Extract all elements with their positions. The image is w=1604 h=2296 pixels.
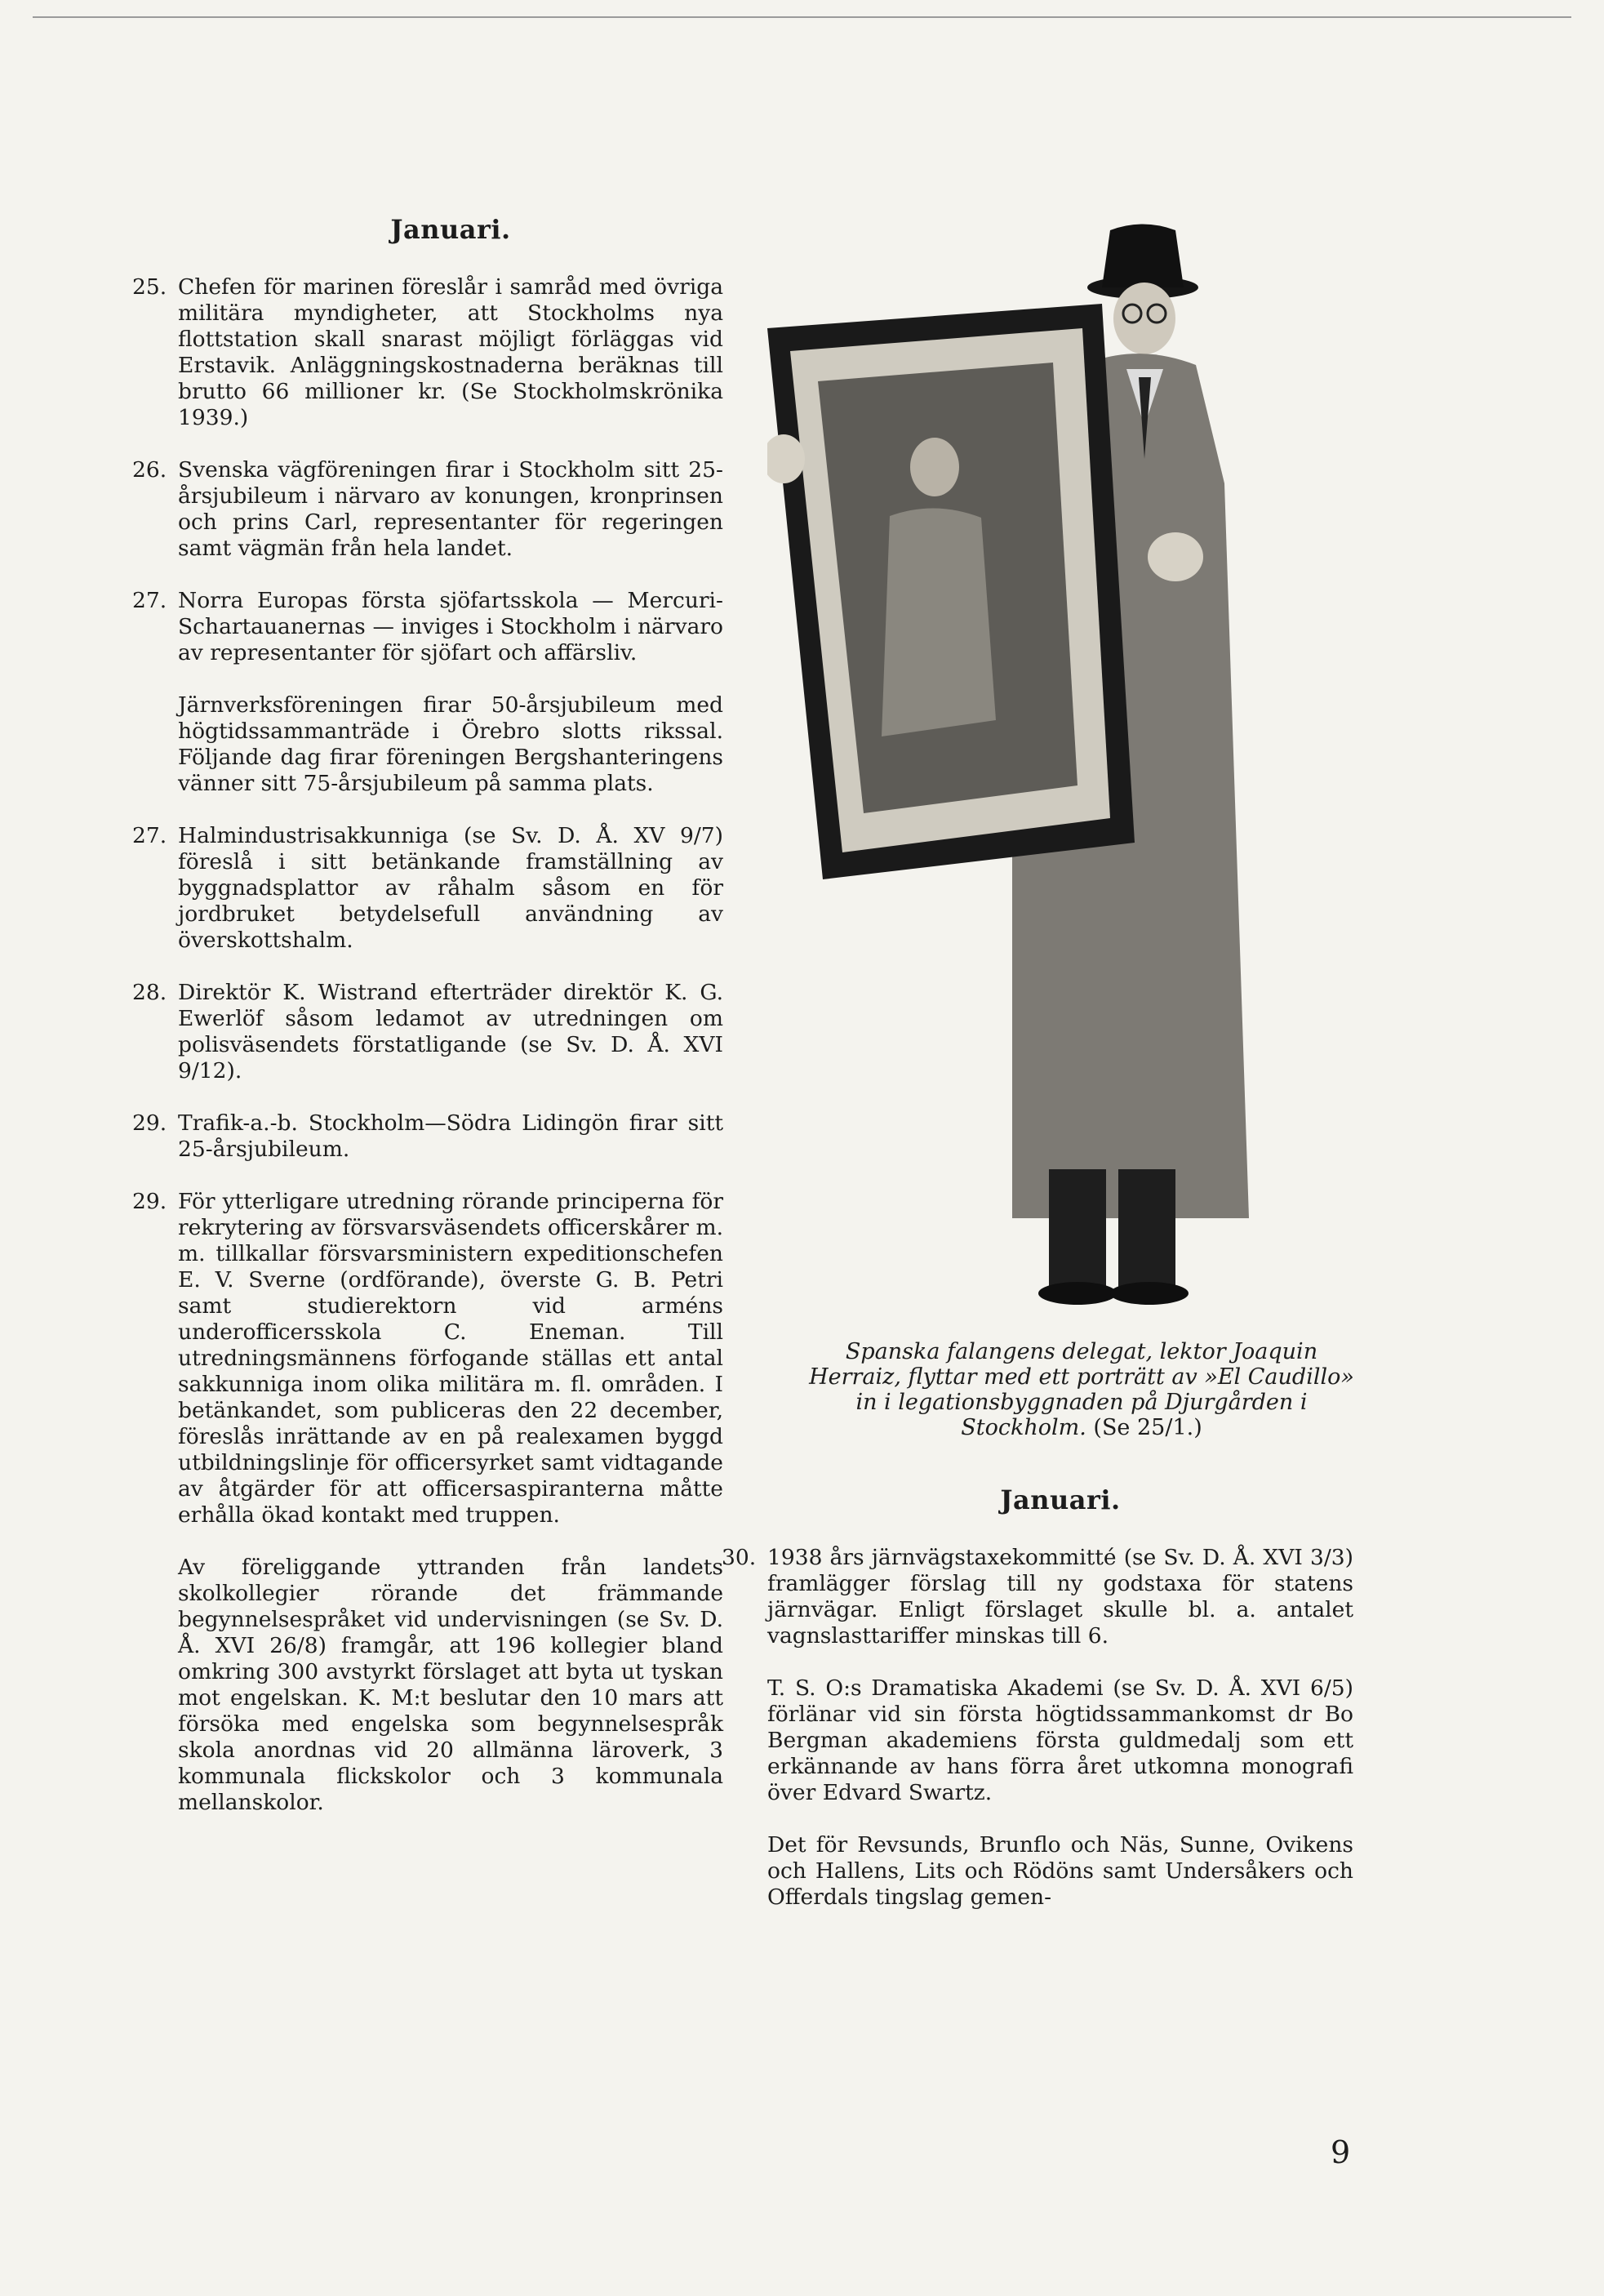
entry-text: Norra Europas första sjöfartsskola — Mercuri-Schartauanernas — inviges i Stockholm i närvaro av representanter för sjöfart och affärsliv. [178, 588, 723, 665]
top-rule [33, 16, 1571, 18]
entry-date: 29. [132, 1189, 167, 1214]
right-heading: Januari. [1000, 1484, 1121, 1515]
entry-date: 30. [722, 1545, 757, 1570]
caption-text: Spanska falangens delegat, lektor Joaquin Herraiz, flyttar med ett porträtt av »El Caudillo» in i legationsbyggnaden på Djurgården i Stockholm. [809, 1339, 1354, 1440]
photograph [767, 214, 1353, 1308]
left-heading: Januari. [390, 214, 511, 245]
entry [767, 1675, 1353, 1806]
entry-text: T. S. O:s Dramatiska Akademi (se Sv. D. Å. XVI 6/5) förlänar vid sin första högtidssammankomst dr Bo Bergman akademiens första guldmedalj som ett erkännande av hans förra året utkomna monografi över Edvard Swartz. [767, 1675, 1353, 1805]
entry-text: Chefen för marinen föreslår i samråd med övriga militära myndigheter, att Stockholms nya flottstation skall snarast möjligt förläggas vid Erstavik. Anläggningskostnaderna beräknas till brutto 66 millioner kr. (Se Stockholmskrönika 1939.) [178, 274, 723, 430]
left-column [132, 214, 723, 1842]
entry-text: Direktör K. Wistrand efterträder direktör K. G. Ewerlöf såsom ledamot av utredningen om polisväsendets förstatligande (se Sv. D. Å. XVI 9/12). [178, 980, 723, 1083]
entry-text: Halmindustrisakkunniga (se Sv. D. Å. XV 9/7) föreslå i sitt betänkande framställning av byggnadsplattor av råhalm såsom en för jordbruket betydelsefull användning av överskottshalm. [178, 823, 723, 953]
entry-date: 26. [132, 457, 167, 483]
photo-caption [804, 1339, 1359, 1440]
entry [132, 1110, 723, 1163]
entry-text: Det för Revsunds, Brunflo och Näs, Sunne, Ovikens och Hallens, Lits och Rödöns samt Undersåkers och Offerdals tingslag gemen- [767, 1832, 1353, 1910]
entry [178, 692, 723, 797]
entry-text: För ytterligare utredning rörande principerna för rekrytering av försvarsväsendets officerskårer m. m. tillkallar försvarsministern expeditionschefen E. V. Sverne (ordförande), överste G. B. Petri samt studierektorn vid arméns underofficersskola C. Eneman. Till utredningsmännens förfogande ställas ett antal sakkunniga inom olika militära m. fl. områden. I betänkandet, som publiceras den 22 december, föreslås inrättande av en på realexamen byggd utbildningslinje för officersyrket samt vidtagande av åtgärder för att officersaspiranterna måtte erhålla ökad kontakt med truppen. [178, 1189, 723, 1528]
entry-text: Trafik-a.-b. Stockholm—Södra Lidingön firar sitt 25-årsjubileum. [178, 1110, 723, 1162]
entry [132, 1189, 723, 1528]
entry [132, 980, 723, 1084]
right-column [722, 1484, 1353, 1937]
entry-text: Av föreliggande yttranden från landets skolkollegier rörande det främmande begynnelsespråket vid undervisningen (se Sv. D. Å. XVI 26/8) framgår, att 196 kollegier bland omkring 300 avstyrkt förslaget att byta ut tyskan mot engelskan. K. M:t beslutar den 10 mars att försöka med engelska som begynnelsespråk skola anordnas vid 20 allmänna läroverk, 3 kommunala flickskolor och 3 kommunala mellanskolor. [178, 1555, 723, 1815]
entry-date: 28. [132, 980, 167, 1005]
page-number: 9 [1331, 2134, 1351, 2170]
caption-reference: (Se 25/1.) [1093, 1415, 1202, 1440]
entry-text: Järnverksföreningen firar 50-årsjubileum med högtidssammanträde i Örebro slotts rikssal. Följande dag firar föreningen Bergshanteringens vänner sitt 75-årsjubileum på samma plats. [178, 692, 723, 796]
entry [132, 823, 723, 954]
entry-text: Svenska vägföreningen firar i Stockholm sitt 25-årsjubileum i närvaro av konungen, kronprinsen och prins Carl, representanter för regeringen samt vägmän från hela landet. [178, 457, 723, 561]
entry-date: 29. [132, 1110, 167, 1136]
entry-date: 27. [132, 588, 167, 613]
entry-date: 27. [132, 823, 167, 848]
entry [132, 588, 723, 666]
entry [132, 274, 723, 431]
entry [132, 457, 723, 562]
entry-text: 1938 års järnvägstaxekommitté (se Sv. D. Å. XVI 3/3) framlägger förslag till ny godstaxa för statens järnvägar. Enligt förslaget skulle bl. a. antalet vagnslasttariffer minskas till 6. [767, 1545, 1353, 1649]
entry-date: 25. [132, 274, 167, 300]
entry [722, 1545, 1353, 1649]
entry [767, 1832, 1353, 1911]
framed-portrait [767, 304, 1135, 879]
entry [178, 1555, 723, 1816]
